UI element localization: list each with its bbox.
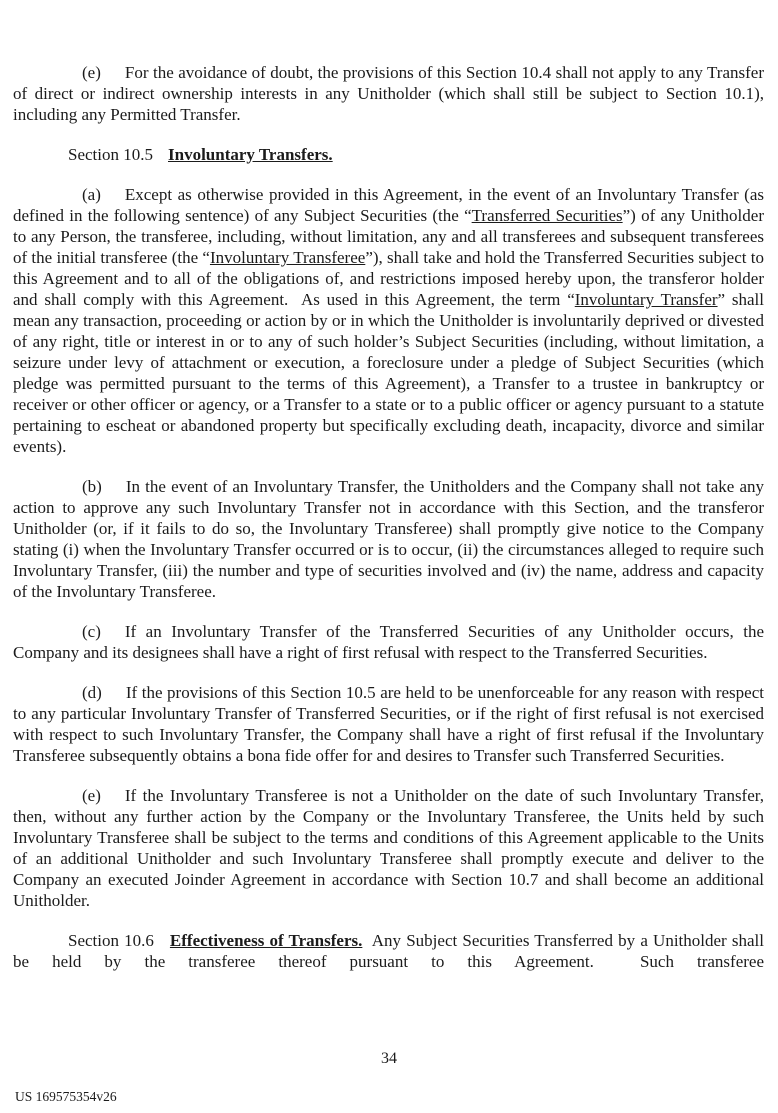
paragraph-text: Section 10.6 <box>68 931 154 950</box>
paragraph-text: If an Involuntary Transfer of the Transferred Securities of any Unitholder occurs, the Company and its designees shall have a right of first refusal with respect to the Transferred Securities. <box>13 622 764 662</box>
section-heading-text: Effectiveness of Transfers. <box>169 931 363 950</box>
paragraph-text: (e) <box>82 63 101 82</box>
paragraph-text: (d) <box>82 683 102 702</box>
document-body <box>13 62 764 991</box>
paragraph-text: ” shall mean any transaction, proceeding or action by or in which the Unitholder is involuntarily deprived or divested of any right, title or interest in or to any of such holder’s Subject Securities (including, without limitation, a seizure under levy of attachment or execution, a foreclosure under a pledge of Subject Securities (which pledge was permitted pursuant to the terms of this Agreement), a Transfer to a trustee in bankruptcy or receiver or other officer or agency, or a Transfer to a state or to a public officer or agency pursuant to a statute pertaining to escheat or abandoned property but specifically excluding death, incapacity, divorce and similar events). <box>13 290 765 456</box>
paragraph-text: (a) <box>82 185 101 204</box>
paragraph <box>13 62 764 125</box>
paragraph-text: Except as otherwise provided in this Agreement, in the event of an Involuntary Transfer (as defined in the following sentence) of any Subject Securities (the “ <box>13 185 764 225</box>
defined-term: Transferred Securities <box>471 206 623 225</box>
paragraph-text: ”), shall take and hold the Transferred Securities subject to this Agreement and to all of the obligations of, and restrictions imposed hereby upon, the transferor holder and shall comply with this Agreement. As used in this Agreement, the term “ <box>13 248 764 309</box>
footer-doc-id: US 169575354v26 <box>15 1089 117 1104</box>
paragraph-text: For the avoidance of doubt, the provisions of this Section 10.4 shall not apply to any Transfer of direct or indirect ownership interests in any Unitholder (which shall still be subject to Section 10.1), including any Permitted Transfer. <box>13 63 764 124</box>
paragraph-text: (b) <box>82 477 102 496</box>
paragraph-text: (c) <box>82 622 101 641</box>
paragraph <box>13 184 764 457</box>
paragraph <box>13 785 764 911</box>
defined-term: Involuntary Transfer <box>574 290 718 309</box>
section-heading-text: Involuntary Transfers. <box>168 145 333 164</box>
paragraph-text: If the provisions of this Section 10.5 are held to be unenforceable for any reason with respect to any particular Involuntary Transfer of Transferred Securities, or if the right of first refusal is not exercised with respect to such Involuntary Transfer, the Company shall have a right of first refusal if the Involuntary Transferee subsequently obtains a bona fide offer for and desires to Transfer such Transferred Securities. <box>13 683 764 765</box>
paragraph <box>13 144 764 165</box>
paragraph <box>13 682 764 766</box>
defined-term: Involuntary Transferee <box>209 248 366 267</box>
paragraph <box>13 621 764 663</box>
page-number: 34 <box>381 1050 397 1067</box>
paragraph-text: Section 10.5 <box>68 145 153 164</box>
paragraph-text: In the event of an Involuntary Transfer, the Unitholders and the Company shall not take any action to approve any such Involuntary Transfer not in accordance with this Section, and the transferor Unitholder (or, if it fails to do so, the Involuntary Transferee) shall promptly give notice to the Company stating (i) when the Involuntary Transfer occurred or is to occur, (ii) the circumstances alleged to require such Involuntary Transfer, (iii) the number and type of securities involved and (iv) the name, address and capacity of the Involuntary Transferee. <box>13 477 764 601</box>
paragraph-text: ”) of any Unitholder to any Person, the transferee, including, without limitation, any and all transferees and subsequent transferees of the initial transferee (the “ <box>13 206 764 267</box>
paragraph-text: (e) <box>82 786 101 805</box>
paragraph <box>13 930 764 972</box>
paragraph-text: If the Involuntary Transferee is not a Unitholder on the date of such Involuntary Transfer, then, without any further action by the Company or the Involuntary Transferee, the Units held by such Involuntary Transferee shall be subject to the terms and conditions of this Agreement applicable to the Units of an additional Unitholder and such Involuntary Transferee shall promptly execute and deliver to the Company an executed Joinder Agreement in accordance with Section 10.7 and shall become an additional Unitholder. <box>13 786 764 910</box>
paragraph <box>13 476 764 602</box>
paragraph-text: Any Subject Securities Transferred by a Unitholder shall be held by the transferee thereof pursuant to this Agreement. Such transferee <box>13 931 764 971</box>
